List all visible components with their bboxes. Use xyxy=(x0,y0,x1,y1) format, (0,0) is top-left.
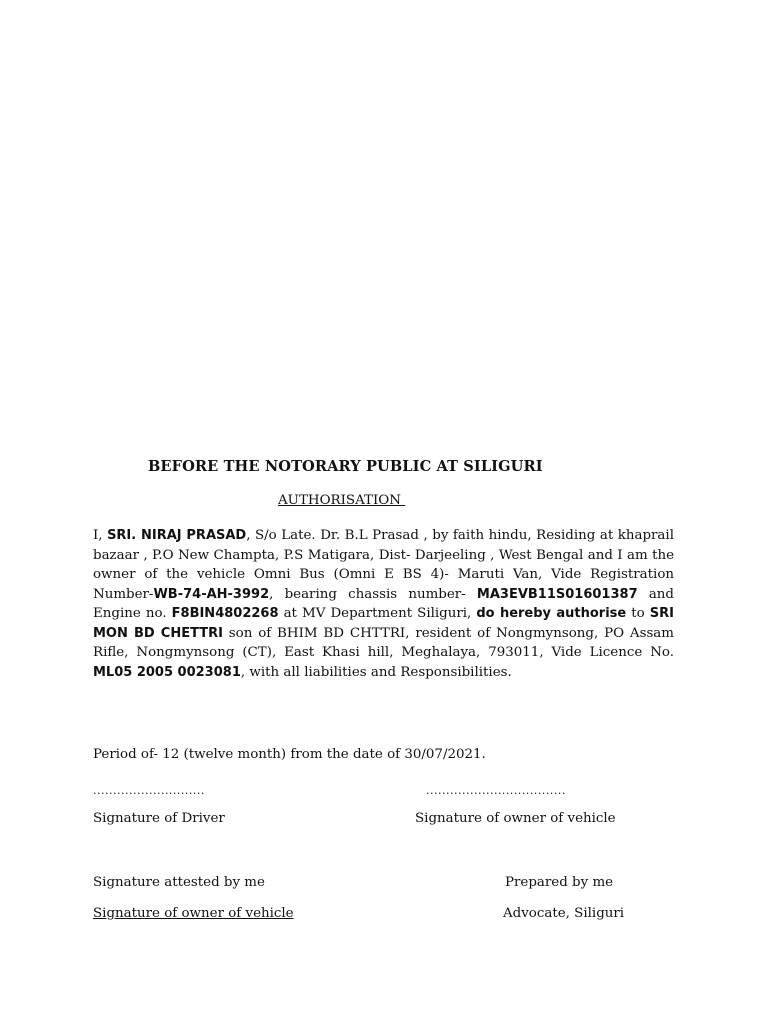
paragraph-bold-run: F8BIN4802268 xyxy=(171,606,279,621)
document-heading: BEFORE THE NOTORARY PUBLIC AT SILIGURI xyxy=(148,458,543,475)
paragraph-text-run: and Engine no. xyxy=(93,586,675,621)
paragraph-text-run: , bearing chassis number- xyxy=(269,586,477,602)
attested-label: Signature attested by me xyxy=(93,875,265,890)
owner-signature-underlined: Signature of owner of vehicle xyxy=(93,906,294,921)
paragraph-bold-run: do hereby authorise xyxy=(476,606,627,621)
paragraph-bold-run: MA3EVB11S01601387 xyxy=(476,586,638,602)
paragraph-text-run: , S/o Late. Dr. B.L Prasad , by faith hindu, Residing at khaprail bazaar , P.O New Champta, P.S Matigara, Dist- Darjeeling , West Bengal and I am the owner of the vehicle Omni Bus (Omni E BS 4)- Maruti Van, Vide Registration Number- xyxy=(93,528,674,602)
document-subheading: AUTHORISATION xyxy=(278,493,406,508)
prepared-label: Prepared by me xyxy=(505,875,614,890)
paragraph-text-run: I, xyxy=(93,528,108,543)
driver-signature-blank: ............................ xyxy=(93,784,205,797)
paragraph-bold-run: SRI MON BD CHETTRI xyxy=(93,606,675,641)
paragraph-text-run: to xyxy=(626,606,650,621)
paragraph-text-run: , with all liabilities and Responsibilities. xyxy=(240,664,512,680)
paragraph-text-run: son of BHIM BD CHTTRI, resident of Nongmynsong, PO Assam Rifle, Nongmynsong (CT), East Khasi hill, Meghalaya, 793011, Vide Licence No. xyxy=(93,625,674,660)
paragraph-bold-run: ML05 2005 0023081 xyxy=(93,664,241,680)
owner-signature-label: Signature of owner of vehicle xyxy=(415,811,616,826)
paragraph-bold-run: SRI. NIRAJ PRASAD xyxy=(107,528,247,543)
driver-signature-label: Signature of Driver xyxy=(93,811,225,826)
paragraph-bold-run: WB-74-AH-3992 xyxy=(153,586,270,602)
period-line: Period of- 12 (twelve month) from the date of 30/07/2021. xyxy=(93,747,486,762)
advocate-label: Advocate, Siliguri xyxy=(503,906,625,921)
authorisation-paragraph xyxy=(93,526,674,682)
paragraph-text-run: at MV Department Siliguri, xyxy=(278,606,477,621)
owner-signature-blank: ................................... xyxy=(426,784,566,797)
